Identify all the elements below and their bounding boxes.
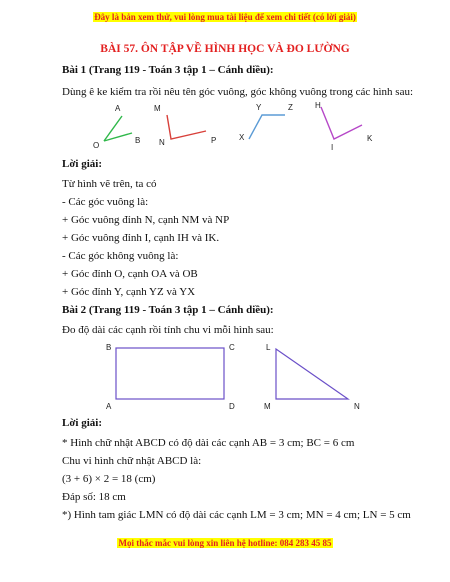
ex1-solution-line: - Các góc vuông là: <box>62 196 149 208</box>
label-a: A <box>115 104 121 113</box>
ex1-prompt: Dùng ê ke kiểm tra rồi nêu tên góc vuông, góc không vuông trong các hình sau: <box>62 86 414 98</box>
label-d: D <box>229 402 235 411</box>
label-y: Y <box>256 103 262 112</box>
label-p: P <box>211 136 217 145</box>
ex2-solution-heading: Lời giải: <box>62 417 103 429</box>
label-b: B <box>106 343 112 352</box>
rectangle-abcd <box>106 343 235 411</box>
label-k: K <box>367 134 373 143</box>
ex1-solution-line: + Góc đỉnh O, cạnh OA và OB <box>62 268 198 280</box>
ex2-heading: Bài 2 (Trang 119 - Toán 3 tập 1 – Cánh diều): <box>62 304 274 316</box>
label-n: N <box>354 402 360 411</box>
label-m: M <box>154 104 161 113</box>
label-m: M <box>264 402 271 411</box>
label-i: I <box>331 143 334 152</box>
ex2-solution-line: *) Hình tam giác LMN có độ dài các cạnh LM = 3 cm; MN = 4 cm; LN = 5 cm <box>62 509 411 521</box>
label-l: L <box>266 343 271 352</box>
label-o: O <box>93 141 100 150</box>
label-z: Z <box>288 103 293 112</box>
label-a: A <box>106 402 112 411</box>
ex1-heading: Bài 1 (Trang 119 - Toán 3 tập 1 – Cánh diều): <box>62 64 274 76</box>
ex1-solution-line: + Góc vuông đỉnh N, cạnh NM và NP <box>62 214 230 226</box>
label-b: B <box>135 136 141 145</box>
ex2-solution-line: * Hình chữ nhật ABCD có độ dài các cạnh AB = 3 cm; BC = 6 cm <box>62 437 355 449</box>
preview-notice: Đây là bản xem thử, vui lòng mua tài liệu để xem chi tiết (có lời giải) <box>94 12 356 22</box>
ex2-solution-line: Chu vi hình chữ nhật ABCD là: <box>62 455 202 467</box>
triangle-outline <box>276 349 348 399</box>
ex2-solution-line: (3 + 6) × 2 = 18 (cm) <box>62 473 156 485</box>
hotline-notice: Mọi thắc mắc vui lòng xin liên hệ hotline: 084 283 45 85 <box>118 538 332 548</box>
label-h: H <box>315 101 321 110</box>
label-c: C <box>229 343 235 352</box>
ex2-prompt: Đo độ dài các cạnh rồi tính chu vi mỗi hình sau: <box>62 324 274 336</box>
ex1-solution-line: + Góc đỉnh Y, cạnh YZ và YX <box>62 286 196 298</box>
ex1-solution-line: - Các góc không vuông là: <box>62 250 179 262</box>
label-n: N <box>159 138 165 147</box>
label-x: X <box>239 133 245 142</box>
ex2-solution-line: Đáp số: 18 cm <box>62 491 126 503</box>
ex1-solution-line: + Góc vuông đỉnh I, cạnh IH và IK. <box>62 232 220 244</box>
page-title: BÀI 57. ÔN TẬP VỀ HÌNH HỌC VÀ ĐO LƯỜNG <box>100 43 350 55</box>
triangle-lmn <box>264 343 360 411</box>
ex1-solution-line: Từ hình vẽ trên, ta có <box>62 178 157 190</box>
ex1-solution-heading: Lời giải: <box>62 158 103 170</box>
rectangle-outline <box>116 348 224 399</box>
